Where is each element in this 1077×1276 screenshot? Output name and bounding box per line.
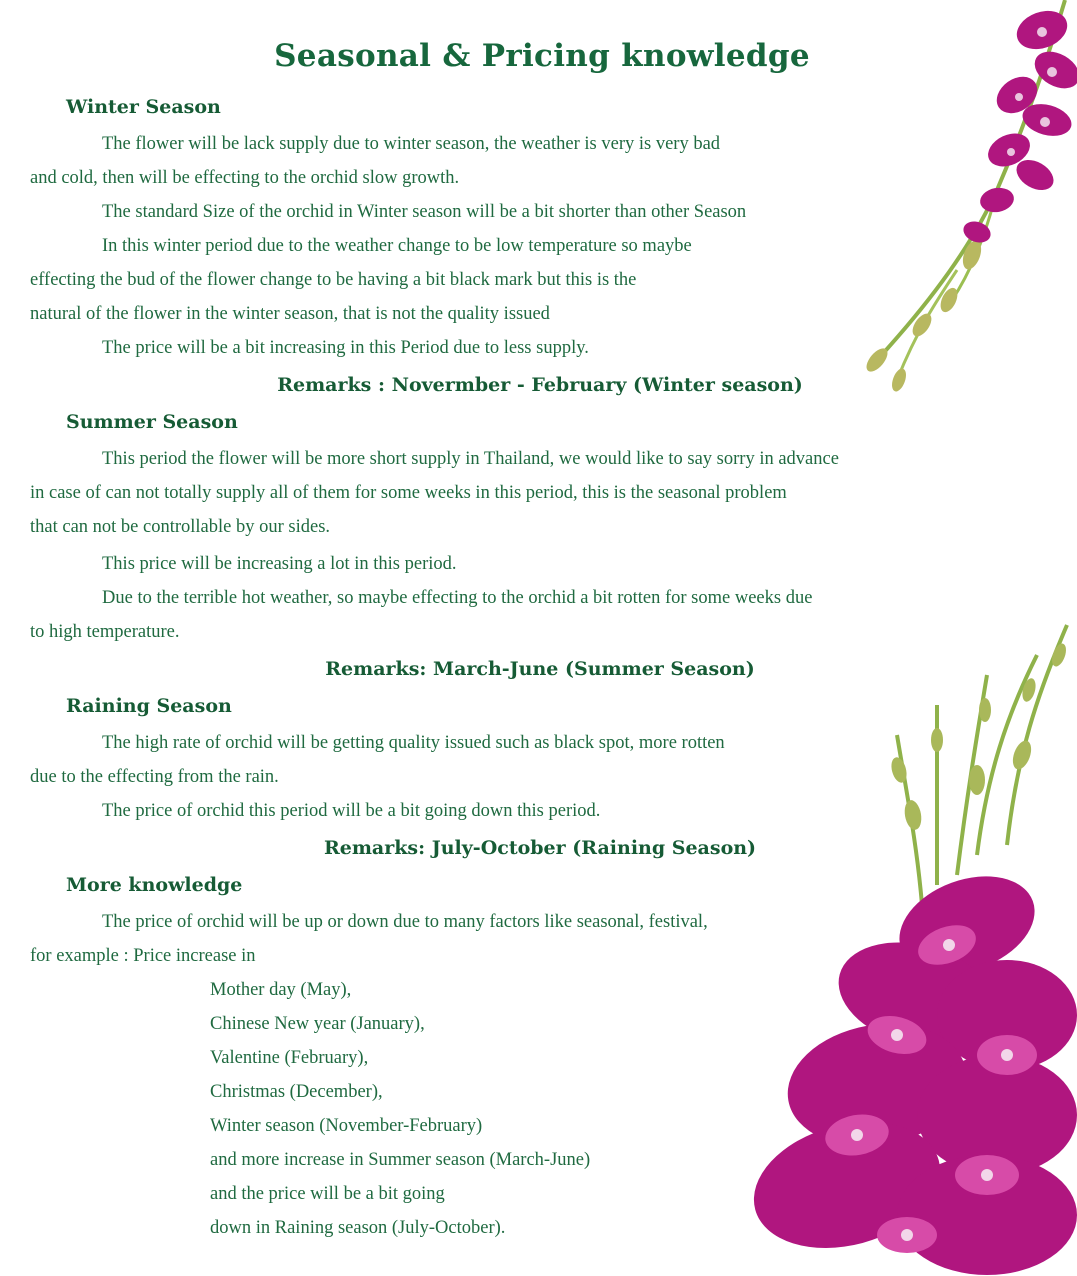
winter-paragraph-line: and cold, then will be effecting to the orchid slow growth.	[30, 168, 460, 188]
price-factor-list-item: down in Raining season (July-October).	[210, 1218, 506, 1238]
price-factor-list-item: and more increase in Summer season (March-June)	[210, 1150, 591, 1170]
more-knowledge-line: for example : Price increase in	[30, 946, 256, 966]
raining-remark: Remarks: July-October (Raining Season)	[323, 837, 757, 859]
price-factor-list-item: Winter season (November-February)	[210, 1116, 483, 1136]
more-knowledge-line: The price of orchid will be up or down due to many factors like seasonal, festival,	[102, 912, 708, 932]
price-factor-list-item: Christmas (December),	[210, 1082, 383, 1102]
summer-paragraph-line: in case of can not totally supply all of them for some weeks in this period, this is the seasonal problem	[30, 483, 787, 503]
price-factor-list-item: Mother day (May),	[210, 980, 352, 1000]
winter-paragraph-line: The price will be a bit increasing in this Period due to less supply.	[102, 338, 589, 358]
summer-paragraph-line: This period the flower will be more short supply in Thailand, we would like to say sorry in advance	[102, 449, 839, 469]
winter-paragraph-line: The standard Size of the orchid in Winter season will be a bit shorter than other Season	[102, 202, 747, 222]
raining-paragraph-line: The price of orchid this period will be a bit going down this period.	[102, 801, 601, 821]
summer-remark: Remarks: March-June (Summer Season)	[325, 658, 755, 680]
winter-paragraph-line: effecting the bud of the flower change to be having a bit black mark but this is the	[30, 270, 637, 290]
winter-paragraph-line: In this winter period due to the weather change to be low temperature so maybe	[102, 236, 692, 256]
summer-paragraph-line: to high temperature.	[30, 622, 180, 642]
price-factor-list-item: Chinese New year (January),	[210, 1014, 425, 1034]
more-knowledge-heading: More knowledge	[66, 874, 243, 896]
winter-season-heading: Winter Season	[66, 96, 221, 118]
winter-paragraph-line: natural of the flower in the winter season, that is not the quality issued	[30, 304, 550, 324]
summer-paragraph-line: that can not be controllable by our sides.	[30, 517, 331, 537]
summer-season-heading: Summer Season	[66, 411, 238, 433]
winter-remark: Remarks : Novermber - February (Winter season)	[277, 374, 803, 396]
raining-paragraph-line: due to the effecting from the rain.	[30, 767, 279, 787]
price-factor-list-item: and the price will be a bit going	[210, 1184, 445, 1204]
summer-paragraph-line: Due to the terrible hot weather, so maybe effecting to the orchid a bit rotten for some weeks due	[102, 588, 813, 608]
raining-paragraph-line: The high rate of orchid will be getting quality issued such as black spot, more rotten	[102, 733, 725, 753]
price-factor-list-item: Valentine (February),	[210, 1048, 369, 1068]
raining-season-heading: Raining Season	[66, 695, 232, 717]
summer-paragraph-line: This price will be increasing a lot in this period.	[102, 554, 457, 574]
page-title: Seasonal & Pricing knowledge	[274, 38, 810, 74]
winter-paragraph-line: The flower will be lack supply due to winter season, the weather is very is very bad	[102, 134, 721, 154]
